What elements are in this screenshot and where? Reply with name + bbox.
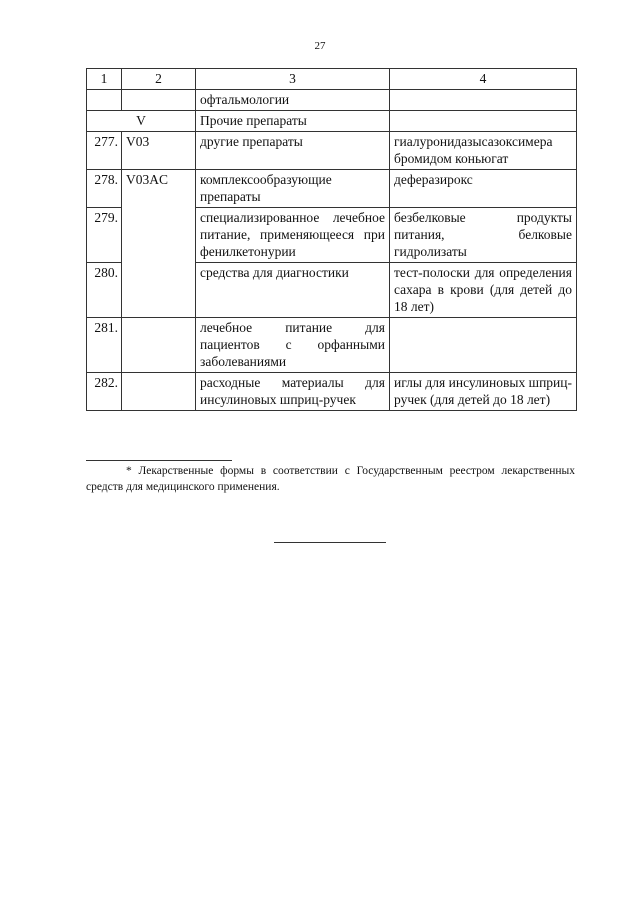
- continuation-row: [87, 90, 577, 111]
- table-row: [87, 373, 577, 411]
- row-name: иглы для инсулиновых шприц-ручек (для детей до 18 лет): [390, 373, 577, 411]
- row-group: комплексообразующие препараты: [196, 170, 390, 208]
- row-name: безбелковые продукты питания, белковые гидролизаты: [390, 208, 577, 263]
- row-code: [122, 318, 196, 373]
- header-col-1: 1: [87, 69, 122, 90]
- footnote-text: * Лекарственные формы в соответствии с Государственным реестром лекарственных средств для медицинского применения.: [86, 465, 575, 493]
- row-number: 280.: [87, 263, 122, 318]
- table-row: [87, 208, 577, 263]
- row-code: [122, 373, 196, 411]
- row-code: [122, 208, 196, 263]
- header-col-3: 3: [196, 69, 390, 90]
- row-code: V03: [122, 132, 196, 170]
- row-name: тест-полоски для определения сахара в крови (для детей до 18 лет): [390, 263, 577, 318]
- row-number: 281.: [87, 318, 122, 373]
- drug-list-table: [86, 68, 577, 411]
- row-group: специализированное лечебное питание, применяющееся при фенилкетонурии: [196, 208, 390, 263]
- row-number: 282.: [87, 373, 122, 411]
- row-name: [390, 318, 577, 373]
- row-group: расходные материалы для инсулиновых шприц-ручек: [196, 373, 390, 411]
- row-group: другие препараты: [196, 132, 390, 170]
- section-row: [87, 111, 577, 132]
- row-number: 279.: [87, 208, 122, 263]
- header-col-4: 4: [390, 69, 577, 90]
- continuation-c3: офтальмологии: [196, 90, 390, 111]
- row-group: средства для диагностики: [196, 263, 390, 318]
- continuation-c4: [390, 90, 577, 111]
- row-number: 277.: [87, 132, 122, 170]
- continuation-c1: [87, 90, 122, 111]
- section-empty: [390, 111, 577, 132]
- page-number: 27: [314, 40, 326, 52]
- continuation-c2: [122, 90, 196, 111]
- table-row: [87, 318, 577, 373]
- row-code: [122, 263, 196, 318]
- row-code: V03AC: [122, 170, 196, 208]
- row-group: лечебное питание для пациентов с орфанными заболеваниями: [196, 318, 390, 373]
- table-row: [87, 170, 577, 208]
- end-of-page-rule: [274, 542, 386, 543]
- table-row: [87, 132, 577, 170]
- header-col-2: 2: [122, 69, 196, 90]
- section-roman: V: [87, 111, 196, 132]
- table-header-row: [87, 69, 577, 90]
- table-row: [87, 263, 577, 318]
- section-title: Прочие препараты: [196, 111, 390, 132]
- row-name: гиалуронидазысазоксимера бромидом коньюгат: [390, 132, 577, 170]
- row-number: 278.: [87, 170, 122, 208]
- row-name: деферазирокс: [390, 170, 577, 208]
- footnote-divider: [86, 460, 232, 461]
